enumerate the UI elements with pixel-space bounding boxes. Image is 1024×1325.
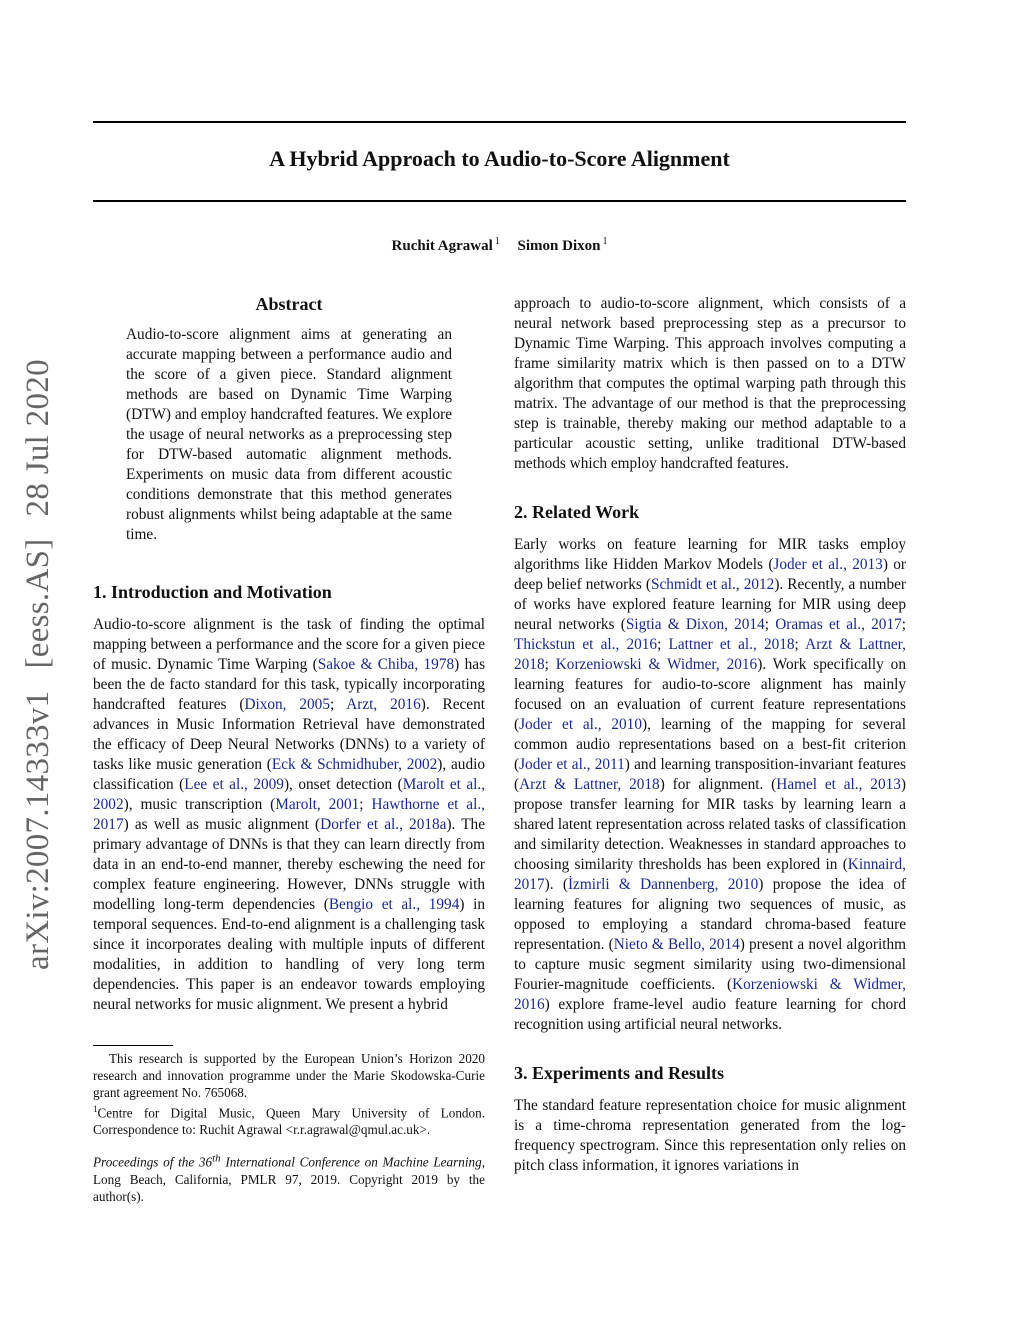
author: Ruchit Agrawal $^1$ (391, 236, 500, 254)
citation-link[interactable]: Korzeniowski & Widmer, 2016 (555, 656, 758, 673)
abstract-text: Audio-to-score alignment aims at generating an accurate mapping between a performance audio and the score of a given piece. Standard alignment methods are based on Dynamic Time Warping (DTW) and employ handcrafted features. We explore the usage of neural networks as a preprocessing step for DTW-based automatic alignment methods. Experiments on music data from different acoustic conditions demonstrate that this method generates robust alignments whilst being adaptable at the same time. (126, 326, 452, 543)
citation-link[interactable]: Marolt et al., 2002 (93, 776, 486, 813)
citation-link[interactable]: Dorfer et al., 2018a (320, 816, 447, 833)
author-list (93, 236, 906, 255)
funding-footnote: This research is supported by the European Union’s Horizon 2020 research and innovation programme under the Marie Skodowska-Curie grant agreement No. 765068. (93, 1051, 485, 1100)
citation-link[interactable]: Lattner et al., 2018 (668, 636, 795, 653)
citation-link[interactable]: Kinnaird, 2017 (514, 856, 906, 893)
citation-link[interactable]: Lee et al., 2009 (184, 776, 284, 793)
citation-link[interactable]: Hamel et al., 2013 (776, 776, 901, 793)
citation-link[interactable]: İzmirli & Dannenberg, 2010 (567, 876, 759, 893)
citation-link[interactable]: Joder et al., 2011 (519, 756, 625, 773)
introduction-section (93, 580, 485, 1015)
related-work-paragraph: Early works on feature learning for MIR tasks employ algorithms like Hidden Markov Models (Joder et al., 2013) or deep belief networks (Schmidt et al., 2012). Recently, a number of works have explored feature learning for MIR using deep neural networks (Sigtia & Dixon, 2014; Oramas et al., 2017; Thickstun et al., 2016; Lattner et al., 2018; Arzt & Lattner, 2018; Korzeniowski & Widmer, 2016). Work specifically on learning features for audio-to-score alignment has mainly focused on an evaluation of current feature representations (Joder et al., 2010), learning of the mapping for several common audio representations based on a best-fit criterion (Joder et al., 2011) and learning transposition-invariant features (Arzt & Lattner, 2018) for alignment. (Hamel et al., 2013) propose transfer learning for MIR tasks by learning learn a shared latent representation across related tasks of classification and similarity detection. Weaknesses in standard approaches to choosing similarity thresholds has been explored in (Kinnaird, 2017). (İzmirli & Dannenberg, 2010) propose the idea of learning features for aligning two sequences of music, as opposed to employing a standard chroma-based feature representation. (Nieto & Bello, 2014) present a novel algorithm to capture music segment similarity using two-dimensional Fourier-magnitude coefficients. (Korzeniowski & Widmer, 2016) explore frame-level audio feature learning for chord recognition using artificial neural networks. (514, 536, 907, 1033)
title-top-rule (93, 121, 906, 123)
citation-link[interactable]: Sigtia & Dixon, 2014 (625, 616, 765, 633)
citation-link[interactable]: Thickstun et al., 2016 (514, 636, 658, 653)
citation-link[interactable]: Joder et al., 2010 (519, 716, 642, 733)
citation-link[interactable]: Schmidt et al., 2012 (650, 576, 775, 593)
citation-link[interactable]: Joder et al., 2013 (773, 556, 883, 573)
citation-link[interactable]: Oramas et al., 2017 (775, 616, 902, 633)
experiments-paragraph: The standard feature representation choice for music alignment is a time-chroma representation generated from the log-frequency spectrogram. Since this representation only relies on pitch class information, it ignores variations in (514, 1097, 906, 1174)
experiments-heading: 3. Experiments and Results (514, 1063, 725, 1083)
introduction-paragraph: Audio-to-score alignment is the task of finding the optimal mapping between a performance and the score for a given piece of music. Dynamic Time Warping (Sakoe & Chiba, 1978) has been the de facto standard for this task, typically incorporating handcrafted features (Dixon, 2005; Arzt, 2016). Recent advances in Music Information Retrieval have demonstrated the efficacy of Deep Neural Networks (DNNs) to a variety of tasks like music generation (Eck & Schmidhuber, 2002), audio classification (Lee et al., 2009), onset detection (Marolt et al., 2002), music transcription (Marolt, 2001; Hawthorne et al., 2017) as well as music alignment (Dorfer et al., 2018a). The primary advantage of DNNs is that they can learn directly from data in an end-to-end manner, thereby eschewing the need for complex feature engineering. However, DNNs struggle with modelling long-term dependencies (Bengio et al., 1994) in temporal sequences. End-to-end alignment is a challenging task since it incorporates dealing with multiple inputs of different modalities, in addition to handling of very long term dependencies. This paper is an endeavor towards employing neural networks for music alignment. We present a hybrid (93, 616, 486, 1013)
abstract-section (126, 292, 452, 545)
arxiv-category: [eess.AS] (20, 538, 56, 669)
footnote-rule (93, 1045, 173, 1046)
abstract-heading: Abstract (255, 294, 323, 314)
affiliation-footnote: $^1$Centre for Digital Music, Queen Mary University of London. Correspondence to: Ruchit Agrawal <r.r.agrawal@qmul.ac.uk>. (93, 1104, 485, 1138)
related-work-heading: 2. Related Work (514, 502, 640, 522)
title-bottom-rule (93, 200, 906, 202)
footnotes (93, 1045, 485, 1205)
citation-link[interactable]: Dixon, 2005 (244, 696, 330, 713)
author: Simon Dixon $^1$ (517, 236, 608, 254)
proceedings-note: Proceedings of the 36th International Conference on Machine Learning, Long Beach, California, PMLR 97, 2019. Copyright 2019 by the author(s). (93, 1152, 485, 1204)
citation-link[interactable]: Hawthorne et al., 2017 (93, 796, 485, 833)
citation-link[interactable]: Nieto & Bello, 2014 (613, 936, 740, 953)
citation-link[interactable]: Marolt, 2001 (275, 796, 360, 813)
citation-link[interactable]: Korzeniowski & Widmer, 2016 (514, 976, 906, 1013)
introduction-continued: approach to audio-to-score alignment, which consists of a neural network based preprocessing step as a precursor to Dynamic Time Warping. This approach involves computing a frame similarity matrix which is then passed on to a DTW algorithm that computes the optimal warping path through this matrix. The advantage of our method is that the preprocessing step is trainable, thereby making our method adaptable to a particular acoustic setting, unlike traditional DTW-based methods which employ handcrafted features. (514, 295, 906, 472)
citation-link[interactable]: Sakoe & Chiba, 1978 (317, 656, 455, 673)
citation-link[interactable]: Arzt & Lattner, 2018 (519, 776, 660, 793)
arxiv-date: 28 Jul 2020 (20, 359, 56, 517)
right-column (514, 294, 906, 1176)
introduction-heading: 1. Introduction and Motivation (93, 582, 332, 602)
arxiv-id: arXiv:2007.14333v1 (20, 690, 56, 970)
arxiv-identifier-stamp (20, 337, 57, 970)
citation-link[interactable]: Arzt, 2016 (346, 696, 421, 713)
citation-link[interactable]: Arzt & Lattner, 2018 (514, 636, 906, 673)
citation-link[interactable]: Bengio et al., 1994 (328, 896, 460, 913)
paper-title: A Hybrid Approach to Audio-to-Score Alignment (269, 146, 730, 171)
citation-link[interactable]: Eck & Schmidhuber, 2002 (271, 756, 438, 773)
